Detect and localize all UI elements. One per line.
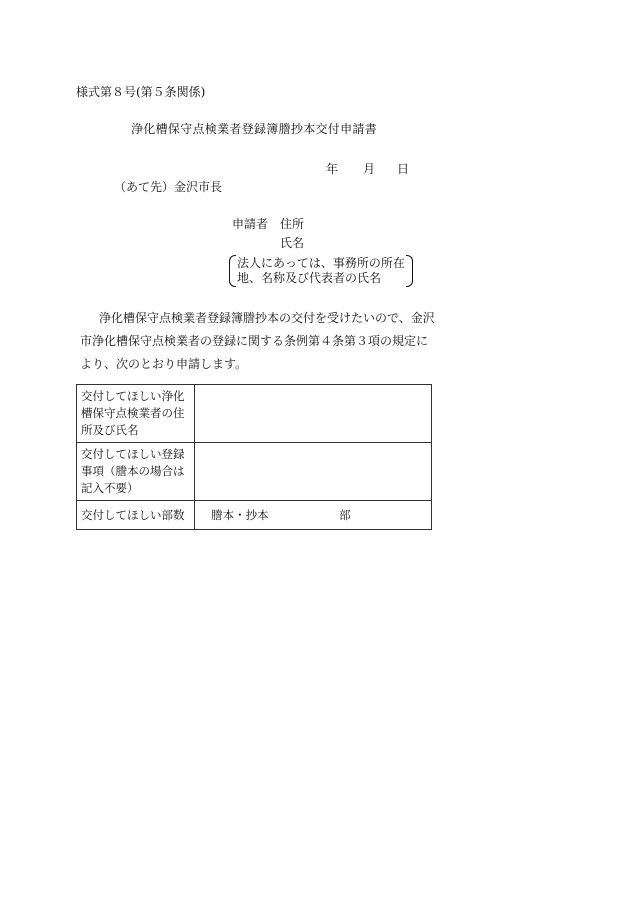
applicant-label: 申請者 [232, 217, 269, 231]
right-bracket [406, 255, 413, 287]
request-statement-line2: 市浄化槽保守点検業者の登録に関する条例第４条第３項の規定に [80, 334, 429, 348]
application-table [76, 384, 432, 530]
form-number: 様式第８号(第５条関係) [76, 85, 206, 99]
row-label-contractor: 交付してほしい浄化槽保守点検業者の住所及び氏名 [77, 385, 195, 443]
corporate-note-line2: 地、名称及び代表者の氏名 [237, 271, 382, 285]
table-row [77, 501, 432, 530]
table-row [77, 443, 432, 501]
row-label-registration-items: 交付してほしい登録事項（謄本の場合は記入不要） [77, 443, 195, 501]
applicant-address-label: 住所 [280, 217, 305, 231]
applicant-name-label: 氏名 [280, 236, 305, 250]
contractor-field[interactable] [195, 385, 432, 443]
table-row [77, 385, 432, 443]
date-day-label: 日 [397, 162, 410, 176]
row-label-copies: 交付してほしい部数 [77, 501, 195, 530]
registration-items-field[interactable] [195, 443, 432, 501]
copy-type: 謄本・抄本 [211, 508, 269, 522]
corporate-note-line1: 法人にあっては、事務所の所在 [237, 256, 405, 270]
copies-field[interactable] [195, 501, 432, 530]
date-year-label: 年 [326, 162, 339, 176]
left-bracket [229, 255, 236, 287]
request-statement [80, 307, 440, 376]
copies-unit: 部 [339, 508, 351, 522]
request-statement-line3: より、次のとおり申請します。 [80, 357, 248, 371]
date-month-label: 月 [363, 162, 376, 176]
addressee: （あて先）金沢市長 [114, 180, 223, 194]
page-title: 浄化槽保守点検業者登録簿謄抄本交付申請書 [131, 122, 378, 136]
request-statement-line1: 浄化槽保守点検業者登録簿謄抄本の交付を受けたいので、金沢 [99, 311, 435, 325]
